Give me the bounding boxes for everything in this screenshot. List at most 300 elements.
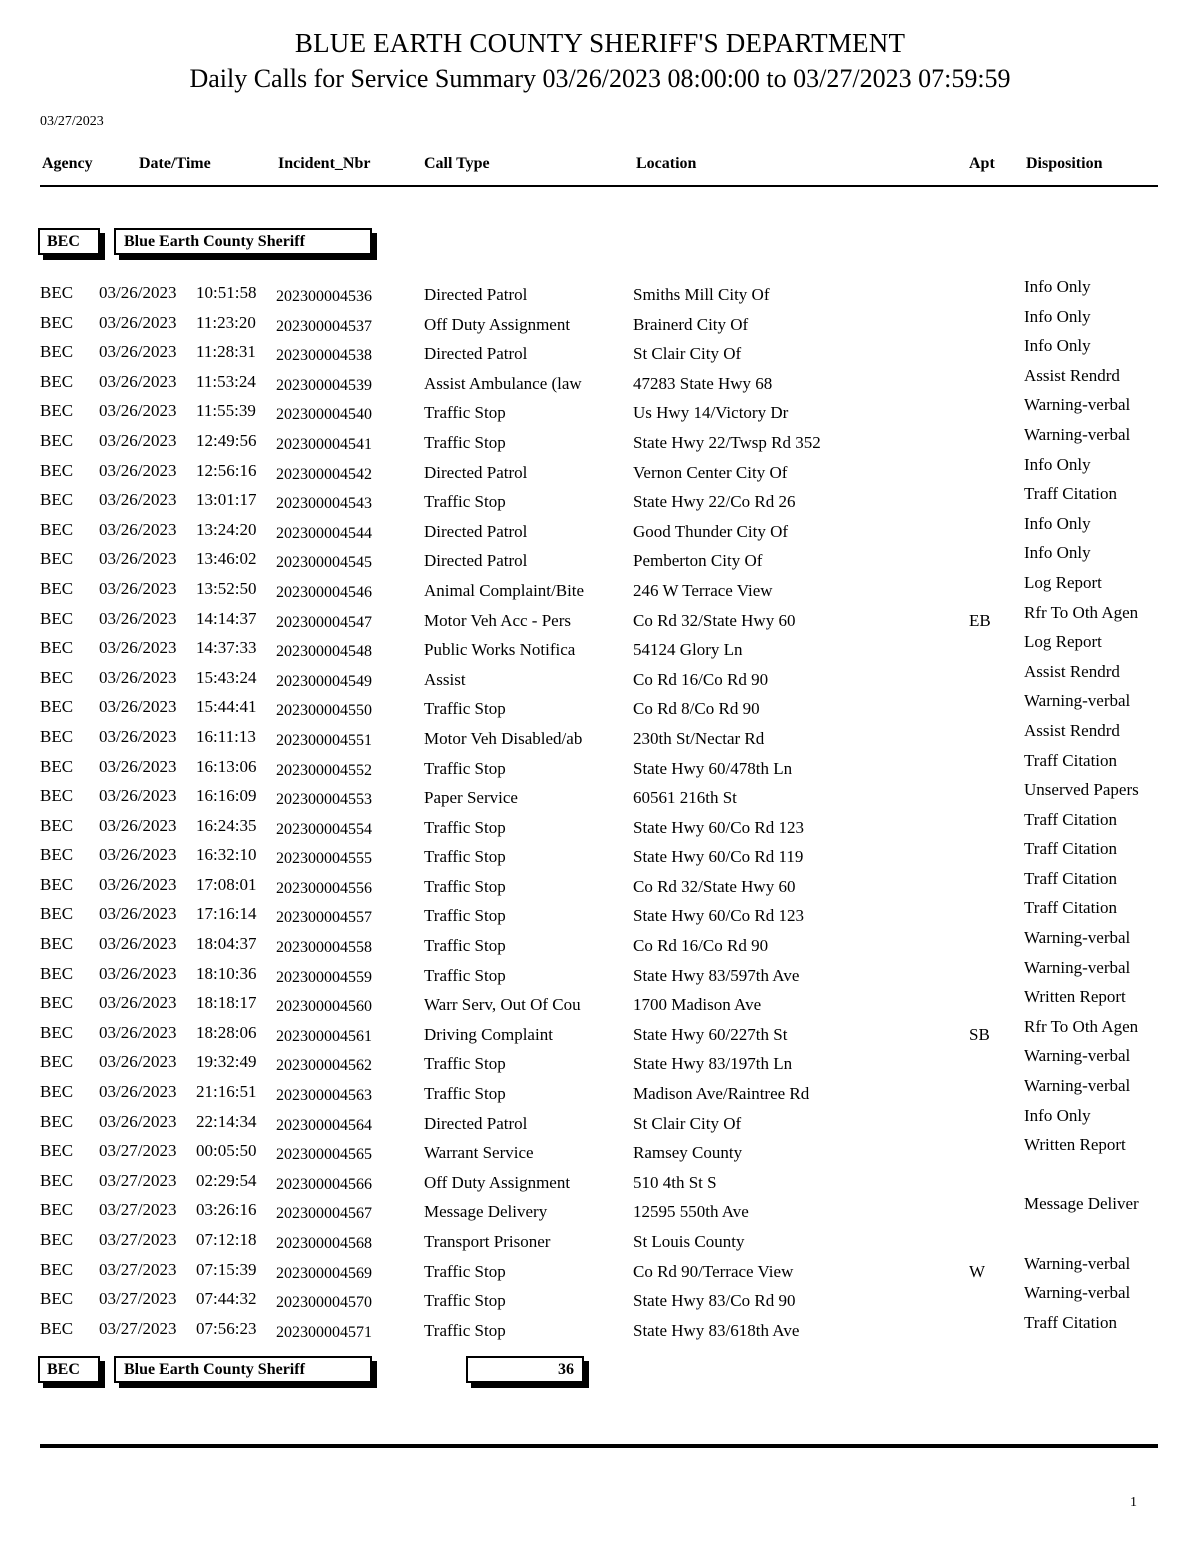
cell-disposition: Warning-verbal [1024,1046,1131,1066]
cell-date: 03/26/2023 [99,726,177,746]
cell-location: Ramsey County [633,1143,743,1163]
cell-agency: BEC [40,1082,74,1102]
table-row [0,513,1200,543]
cell-incident-nbr: 202300004557 [276,909,372,927]
cell-disposition: Traff Citation [1024,898,1118,918]
cell-disposition: Warning-verbal [1024,1253,1131,1273]
cell-agency: BEC [40,815,74,835]
cell-date: 03/26/2023 [99,667,177,687]
cell-incident-nbr: 202300004545 [276,554,372,572]
table-row [0,1075,1200,1105]
cell-disposition: Traff Citation [1024,750,1118,770]
cell-disposition: Assist Rendrd [1024,661,1120,681]
cell-time: 17:08:01 [196,874,257,894]
cell-call-type: Traffic Stop [424,936,506,956]
table-row [0,454,1200,484]
cell-incident-nbr: 202300004541 [276,435,372,453]
cell-apt: SB [969,1024,990,1044]
cell-time: 14:14:37 [196,608,257,628]
cell-date: 03/26/2023 [99,845,177,865]
cell-time: 13:01:17 [196,490,257,510]
table-row [0,1016,1200,1046]
cell-disposition: Traff Citation [1024,1312,1118,1332]
header-divider-rule [40,185,1158,187]
cell-disposition: Traff Citation [1024,868,1118,888]
cell-disposition: Written Report [1024,987,1126,1007]
cell-disposition: Log Report [1024,632,1102,652]
cell-location: State Hwy 60/Co Rd 123 [633,906,804,926]
cell-date: 03/26/2023 [99,283,177,302]
cell-time: 11:55:39 [196,401,256,421]
cell-call-type: Traffic Stop [424,1320,506,1340]
table-row [0,483,1200,513]
cell-call-type: Directed Patrol [424,1113,528,1133]
table-row [0,276,1200,306]
cell-call-type: Traffic Stop [424,906,506,926]
cell-disposition: Warning-verbal [1024,1076,1131,1096]
cell-location: St Clair City Of [633,1113,742,1133]
cell-call-type: Transport Prisoner [424,1232,551,1251]
table-row [0,986,1200,1016]
cell-call-type: Assist [424,669,466,689]
cell-date: 03/26/2023 [99,519,177,539]
cell-location: Co Rd 90/Terrace View [633,1261,794,1281]
cell-disposition: Info Only [1024,543,1091,563]
cell-call-type: Public Works Notifica [424,640,576,660]
cell-incident-nbr: 202300004539 [276,376,372,394]
cell-location: Madison Ave/Raintree Rd [633,1084,810,1104]
cell-location: St Clair City Of [633,344,742,364]
cell-date: 03/27/2023 [99,1259,177,1279]
table-row [0,661,1200,691]
cell-disposition: Log Report [1024,572,1102,592]
cell-incident-nbr: 202300004553 [276,791,372,809]
cell-agency: BEC [40,283,74,302]
cell-agency: BEC [40,1230,74,1249]
cell-date: 03/26/2023 [99,1082,177,1102]
cell-agency: BEC [40,1200,74,1220]
cell-call-type: Traffic Stop [424,1261,506,1281]
cell-date: 03/26/2023 [99,934,177,954]
cell-time: 07:15:39 [196,1259,257,1279]
cell-location: 230th St/Nectar Rd [633,728,765,748]
cell-time: 11:53:24 [196,371,256,391]
cell-incident-nbr: 202300004560 [276,998,372,1016]
column-header-call-type: Call Type [424,155,490,172]
cell-incident-nbr: 202300004565 [276,1146,372,1164]
cell-call-type: Directed Patrol [424,551,528,571]
cell-date: 03/27/2023 [99,1289,177,1309]
cell-location: St Louis County [633,1232,745,1251]
cell-time: 11:23:20 [196,312,256,332]
cell-time: 15:43:24 [196,667,257,687]
cell-date: 03/26/2023 [99,460,177,480]
cell-agency: BEC [40,697,74,717]
cell-agency: BEC [40,1022,74,1042]
cell-agency: BEC [40,1111,74,1131]
cell-time: 22:14:34 [196,1111,257,1131]
table-row [0,868,1200,898]
cell-agency: BEC [40,578,74,598]
cell-location: Co Rd 16/Co Rd 90 [633,669,769,689]
cell-date: 03/27/2023 [99,1230,177,1249]
cell-time: 03:26:16 [196,1200,257,1220]
cell-incident-nbr: 202300004558 [276,939,372,957]
table-row [0,631,1200,661]
cell-agency: BEC [40,934,74,954]
cell-agency: BEC [40,1141,74,1161]
cell-location: Smiths Mill City Of [633,285,770,304]
table-row [0,394,1200,424]
cell-agency: BEC [40,1259,74,1279]
cell-time: 13:24:20 [196,519,257,539]
cell-date: 03/27/2023 [99,1318,177,1338]
cell-agency: BEC [40,608,74,628]
cell-call-type: Traffic Stop [424,876,506,896]
cell-date: 03/27/2023 [99,1170,177,1190]
cell-call-type: Traffic Stop [424,403,506,423]
cell-incident-nbr: 202300004567 [276,1205,372,1223]
table-row [0,957,1200,987]
table-row [0,838,1200,868]
cell-agency: BEC [40,845,74,865]
cell-date: 03/26/2023 [99,963,177,983]
cell-time: 18:04:37 [196,934,257,954]
cell-disposition: Message Deliver [1024,1194,1139,1214]
cell-date: 03/26/2023 [99,401,177,421]
cell-incident-nbr: 202300004559 [276,968,372,986]
cell-call-type: Motor Veh Disabled/ab [424,728,583,748]
cell-call-type: Traffic Stop [424,1291,506,1311]
cell-incident-nbr: 202300004555 [276,850,372,868]
cell-agency: BEC [40,371,74,391]
cell-date: 03/26/2023 [99,490,177,510]
cell-call-type: Traffic Stop [424,1084,506,1104]
cell-call-type: Off Duty Assignment [424,1172,571,1192]
agency-name-label-footer: Blue Earth County Sheriff [124,1360,305,1378]
cell-location: 60561 216th St [633,788,737,808]
cell-date: 03/26/2023 [99,608,177,628]
cell-incident-nbr: 202300004566 [276,1175,372,1193]
cell-location: Co Rd 32/State Hwy 60 [633,876,796,896]
table-row [0,572,1200,602]
cell-agency: BEC [40,963,74,983]
cell-call-type: Warr Serv, Out Of Cou [424,995,581,1015]
cell-location: 510 4th St S [633,1172,717,1192]
table-row [0,897,1200,927]
cell-location: State Hwy 60/Co Rd 119 [633,847,804,867]
cell-agency: BEC [40,1318,74,1338]
cell-disposition: Assist Rendrd [1024,365,1120,385]
cell-date: 03/27/2023 [99,1200,177,1220]
cell-location: State Hwy 83/197th Ln [633,1054,793,1074]
cell-date: 03/26/2023 [99,430,177,450]
cell-location: Pemberton City Of [633,551,763,571]
cell-location: State Hwy 60/227th St [633,1024,788,1044]
cell-incident-nbr: 202300004542 [276,465,372,483]
cell-location: Co Rd 8/Co Rd 90 [633,699,760,719]
cell-incident-nbr: 202300004546 [276,583,372,601]
cell-call-type: Warrant Service [424,1143,534,1163]
cell-agency: BEC [40,1289,74,1309]
cell-incident-nbr: 202300004540 [276,406,372,424]
cell-location: 54124 Glory Ln [633,640,743,660]
cell-disposition: Info Only [1024,1105,1091,1125]
cell-location: State Hwy 83/618th Ave [633,1320,800,1340]
cell-location: State Hwy 60/478th Ln [633,758,793,778]
cell-agency: BEC [40,1052,74,1072]
cell-agency: BEC [40,874,74,894]
cell-disposition: Traff Citation [1024,839,1118,859]
page-title: BLUE EARTH COUNTY SHERIFF'S DEPARTMENT [294,28,906,58]
cell-incident-nbr: 202300004570 [276,1294,372,1312]
cell-apt: W [969,1261,986,1281]
cell-disposition: Info Only [1024,336,1091,356]
column-header-agency: Agency [42,155,93,172]
cell-agency: BEC [40,904,74,924]
agency-name-box-footer [114,1356,372,1383]
cell-time: 00:05:50 [196,1141,257,1161]
cell-date: 03/26/2023 [99,786,177,806]
cell-call-type: Motor Veh Acc - Pers [424,610,571,630]
cell-time: 16:16:09 [196,786,257,806]
table-row [0,1223,1200,1253]
cell-time: 18:28:06 [196,1022,257,1042]
cell-time: 16:11:13 [196,726,256,746]
table-row [0,750,1200,780]
cell-agency: BEC [40,786,74,806]
cell-date: 03/26/2023 [99,312,177,332]
cell-time: 18:18:17 [196,993,257,1013]
cell-incident-nbr: 202300004538 [276,347,372,365]
cell-call-type: Traffic Stop [424,492,506,512]
cell-agency: BEC [40,460,74,480]
cell-date: 03/26/2023 [99,697,177,717]
cell-agency: BEC [40,667,74,687]
cell-time: 12:56:16 [196,460,257,480]
cell-location: Co Rd 32/State Hwy 60 [633,610,796,630]
cell-agency: BEC [40,993,74,1013]
report-run-date: 03/27/2023 [40,114,104,129]
cell-date: 03/26/2023 [99,904,177,924]
cell-agency: BEC [40,549,74,569]
agency-total-count-box [466,1356,584,1383]
cell-call-type: Message Delivery [424,1202,548,1222]
cell-incident-nbr: 202300004543 [276,495,372,513]
cell-incident-nbr: 202300004568 [276,1235,372,1252]
cell-apt: EB [969,610,991,630]
cell-call-type: Directed Patrol [424,344,528,364]
cell-call-type: Traffic Stop [424,1054,506,1074]
table-row [0,602,1200,632]
column-header-location: Location [636,155,697,172]
cell-time: 16:24:35 [196,815,257,835]
table-row [0,720,1200,750]
cell-location: State Hwy 22/Co Rd 26 [633,492,796,512]
cell-location: 12595 550th Ave [633,1202,749,1222]
cell-date: 03/27/2023 [99,1141,177,1161]
cell-incident-nbr: 202300004552 [276,761,372,779]
cell-disposition: Info Only [1024,513,1091,533]
cell-time: 10:51:58 [196,283,257,302]
cell-incident-nbr: 202300004548 [276,643,372,661]
cell-time: 19:32:49 [196,1052,257,1072]
cell-call-type: Paper Service [424,788,518,808]
table-row [0,1193,1200,1223]
cell-agency: BEC [40,312,74,332]
cell-date: 03/26/2023 [99,756,177,776]
cell-location: Co Rd 16/Co Rd 90 [633,936,769,956]
cell-time: 13:46:02 [196,549,257,569]
cell-disposition: Traff Citation [1024,484,1118,504]
agency-name-box [114,228,372,255]
cell-disposition: Warning-verbal [1024,957,1131,977]
cell-time: 16:13:06 [196,756,257,776]
table-row [0,306,1200,336]
cell-disposition: Warning-verbal [1024,691,1131,711]
cell-time: 12:49:56 [196,430,257,450]
cell-time: 07:44:32 [196,1289,257,1309]
table-row [0,927,1200,957]
cell-disposition: Unserved Papers [1024,780,1139,800]
cell-incident-nbr: 202300004551 [276,731,372,749]
cell-time: 15:44:41 [196,697,257,717]
cell-incident-nbr: 202300004569 [276,1264,372,1282]
footer-divider-rule [40,1444,1158,1448]
cell-disposition: Warning-verbal [1024,395,1131,415]
cell-date: 03/26/2023 [99,1022,177,1042]
agency-code-label-footer: BEC [47,1360,80,1378]
cell-location: Brainerd City Of [633,314,749,334]
table-row [0,335,1200,365]
cell-date: 03/26/2023 [99,1052,177,1072]
table-row [0,1164,1200,1194]
cell-agency: BEC [40,490,74,510]
table-column-headers [0,155,1200,189]
cell-disposition: Info Only [1024,454,1091,474]
cell-time: 02:29:54 [196,1170,257,1190]
cell-location: 1700 Madison Ave [633,995,762,1015]
cell-date: 03/26/2023 [99,638,177,658]
cell-location: State Hwy 60/Co Rd 123 [633,817,804,837]
cell-call-type: Directed Patrol [424,462,528,482]
cell-call-type: Traffic Stop [424,965,506,985]
cell-date: 03/26/2023 [99,549,177,569]
cell-disposition: Traff Citation [1024,809,1118,829]
cell-call-type: Traffic Stop [424,817,506,837]
cell-location: Good Thunder City Of [633,521,789,541]
column-header-datetime: Date/Time [139,155,211,172]
cell-call-type: Traffic Stop [424,699,506,719]
cell-incident-nbr: 202300004549 [276,672,372,690]
cell-date: 03/26/2023 [99,342,177,362]
cell-agency: BEC [40,519,74,539]
cell-incident-nbr: 202300004571 [276,1323,372,1341]
cell-incident-nbr: 202300004554 [276,820,372,838]
cell-agency: BEC [40,726,74,746]
cell-call-type: Driving Complaint [424,1024,553,1044]
table-row [0,1282,1200,1312]
cell-time: 16:32:10 [196,845,257,865]
cell-time: 18:10:36 [196,963,257,983]
agency-code-box [38,228,100,255]
table-row [0,779,1200,809]
cell-disposition: Rfr To Oth Agen [1024,602,1139,622]
cell-date: 03/26/2023 [99,578,177,598]
cell-agency: BEC [40,342,74,362]
cell-date: 03/26/2023 [99,815,177,835]
cell-date: 03/26/2023 [99,874,177,894]
table-row [0,424,1200,454]
cell-incident-nbr: 202300004536 [276,288,372,305]
table-row [0,690,1200,720]
table-row [0,1105,1200,1135]
cell-incident-nbr: 202300004556 [276,879,372,897]
cell-location: State Hwy 83/597th Ave [633,965,800,985]
cell-call-type: Traffic Stop [424,758,506,778]
agency-code-box-footer [38,1356,100,1383]
cell-incident-nbr: 202300004544 [276,524,372,542]
cell-call-type: Traffic Stop [424,432,506,452]
cell-location: State Hwy 83/Co Rd 90 [633,1291,796,1311]
cell-call-type: Directed Patrol [424,285,528,304]
cell-date: 03/26/2023 [99,993,177,1013]
agency-code-label: BEC [47,232,80,250]
cell-incident-nbr: 202300004562 [276,1057,372,1075]
table-row [0,1312,1200,1342]
agency-total-count-label: 36 [558,1360,574,1378]
cell-time: 07:56:23 [196,1318,257,1338]
page-number: 1 [1130,1495,1137,1510]
cell-incident-nbr: 202300004563 [276,1087,372,1105]
cell-agency: BEC [40,430,74,450]
cell-call-type: Off Duty Assignment [424,314,571,334]
cell-disposition: Warning-verbal [1024,424,1131,444]
cell-location: 47283 State Hwy 68 [633,373,773,393]
cell-time: 14:37:33 [196,638,257,658]
agency-group-footer [0,1356,1200,1384]
table-row [0,809,1200,839]
cell-location: 246 W Terrace View [633,580,773,600]
cell-call-type: Assist Ambulance (law [424,373,582,393]
cell-incident-nbr: 202300004564 [276,1116,372,1134]
agency-name-label: Blue Earth County Sheriff [124,232,305,250]
cell-agency: BEC [40,756,74,776]
column-header-disposition: Disposition [1026,155,1103,172]
cell-time: 07:12:18 [196,1230,257,1249]
cell-location: State Hwy 22/Twsp Rd 352 [633,432,821,452]
cell-call-type: Traffic Stop [424,847,506,867]
cell-disposition: Warning-verbal [1024,1283,1131,1303]
agency-group-header [0,228,1200,256]
cell-incident-nbr: 202300004550 [276,702,372,720]
calls-for-service-table [0,276,1200,1341]
cell-agency: BEC [40,638,74,658]
table-row [0,1253,1200,1283]
column-header-incident-nbr: Incident_Nbr [278,155,371,172]
cell-call-type: Animal Complaint/Bite [424,580,585,600]
cell-location: Us Hwy 14/Victory Dr [633,403,789,423]
cell-agency: BEC [40,1170,74,1190]
cell-disposition: Warning-verbal [1024,928,1131,948]
cell-time: 13:52:50 [196,578,257,598]
table-row [0,1045,1200,1075]
table-row [0,1134,1200,1164]
table-row [0,365,1200,395]
cell-incident-nbr: 202300004537 [276,317,372,335]
cell-time: 11:28:31 [196,342,256,362]
cell-incident-nbr: 202300004561 [276,1027,372,1045]
